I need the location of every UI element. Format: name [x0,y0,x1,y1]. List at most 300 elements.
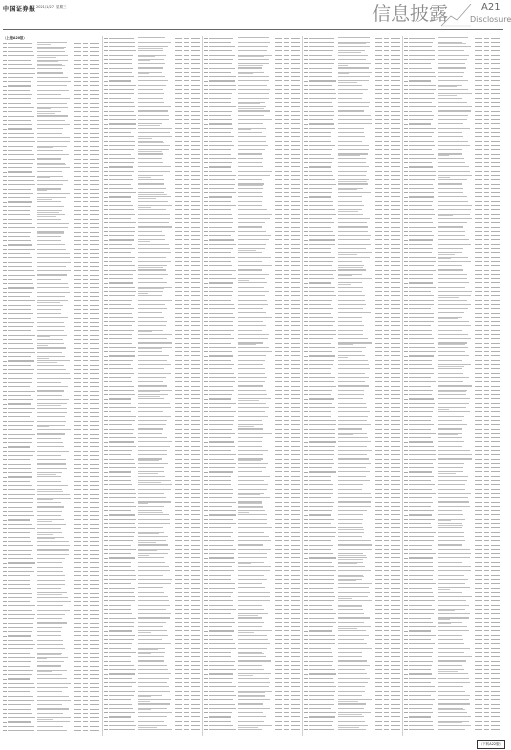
fund-name [309,123,334,124]
fund-name [8,373,33,374]
notice-title [338,489,362,490]
row-number [3,666,7,667]
fund-name [209,386,233,387]
fund-name [209,149,231,150]
notice-date [90,489,99,490]
notice-date [90,292,99,293]
notice-title [338,592,370,593]
notice-type [475,119,482,120]
notice-title [438,188,463,189]
row-number [3,408,7,409]
notice-type [175,214,182,215]
notice-type [175,235,182,236]
fund-name [209,295,232,296]
notice-title [238,446,262,447]
notice-type [74,468,81,469]
notice-title [238,42,270,43]
notice-page [384,416,389,417]
row-number [104,179,108,180]
row-number [304,592,308,593]
fund-name [209,489,233,490]
notice-type [74,51,81,52]
notice-page [184,209,189,210]
notice-date [391,429,400,430]
fund-name [109,394,135,395]
notice-date [391,656,400,657]
row-number [3,670,7,671]
notice-title [37,438,61,439]
notice-page [184,480,189,481]
notice-date [191,557,200,558]
notice-title [238,575,264,576]
notice-date [90,605,99,606]
notice-type [375,476,382,477]
notice-title [338,476,366,477]
fund-name [8,657,35,658]
notice-title [338,695,362,696]
fund-name [8,700,34,701]
row-number [304,717,308,718]
notice-date [191,257,200,258]
notice-date [90,481,99,482]
notice-type [275,386,282,387]
notice-title [338,76,370,77]
notice-title [37,180,68,181]
fund-name [8,356,31,357]
fund-name [309,63,334,64]
notice-date [391,162,400,163]
notice-title [338,171,367,172]
notice-date [191,704,200,705]
fund-name [309,471,336,472]
notice-date [90,287,99,288]
notice-date [291,540,300,541]
notice-page [384,626,389,627]
notice-type [475,115,482,116]
fund-name [209,102,231,103]
row-number [304,317,308,318]
notice-title [138,257,166,258]
notice-page [83,562,88,563]
fund-name [409,154,434,155]
notice-page [384,618,389,619]
notice-page [83,554,88,555]
notice-type [175,270,182,271]
notice-type [375,424,382,425]
notice-page [284,235,289,236]
notice-title [338,201,362,202]
fund-name [309,364,333,365]
fund-name [109,158,135,159]
row-number [104,695,108,696]
row-number [304,265,308,266]
fund-name [309,420,336,421]
notice-type [175,355,182,356]
notice-page [484,196,489,197]
notice-title [37,597,68,598]
notice-type [375,222,382,223]
row-number [304,205,308,206]
row-number [204,643,208,644]
notice-date [291,343,300,344]
notice-page [83,635,88,636]
fund-name [8,425,33,426]
row-number [3,343,7,344]
row-number [204,295,208,296]
notice-page [484,102,489,103]
notice-type [275,691,282,692]
notice-page [83,85,88,86]
notice-title [338,235,371,236]
fund-name [8,283,33,284]
notice-title [238,471,262,472]
notice-title [238,360,265,361]
fund-name [209,338,234,339]
notice-type [375,248,382,249]
fund-name [409,175,436,176]
row-number [204,141,208,142]
fund-name [109,313,132,314]
notice-date [291,553,300,554]
fund-name [209,93,232,94]
notice-date [491,72,500,73]
notice-date [291,441,300,442]
row-number [104,93,108,94]
notice-type [375,257,382,258]
row-number [104,390,108,391]
row-number [3,382,7,383]
notice-title [238,287,264,288]
notice-type [74,365,81,366]
notice-type [275,441,282,442]
notice-type [375,665,382,666]
row-number [304,686,308,687]
notice-date [90,640,99,641]
notice-page [384,669,389,670]
notice-date [191,205,200,206]
notice-page [384,459,389,460]
fund-name [309,214,336,215]
notice-date [291,514,300,515]
notice-date [191,72,200,73]
fund-name [409,201,433,202]
notice-title [338,493,371,494]
notice-date [191,325,200,326]
notice-page [184,386,189,387]
notice-page [184,441,189,442]
fund-name [109,72,132,73]
notice-type [74,524,81,525]
notice-type [275,166,282,167]
row-number [204,115,208,116]
notice-type [275,519,282,520]
notice-page [384,557,389,558]
notice-date [90,275,99,276]
notice-title [238,153,262,154]
fund-name [109,347,136,348]
notice-date [291,716,300,717]
notice-page [83,528,88,529]
row-number [204,506,208,507]
notice-title [238,373,265,374]
row-number [104,261,108,262]
row-number [204,136,208,137]
notice-page [384,562,389,563]
notice-page [384,420,389,421]
notice-type [175,416,182,417]
notice-title [338,411,370,412]
notice-type [275,454,282,455]
notice-type [74,657,81,658]
notice-type [175,50,182,51]
notice-page [384,141,389,142]
notice-title [37,77,68,78]
notice-type [475,136,482,137]
fund-name [309,484,333,485]
row-number [204,704,208,705]
row-number [404,68,408,69]
notice-title [37,726,63,727]
notice-page [284,588,289,589]
column-divider [102,36,103,736]
notice-title [138,583,171,584]
notice-title [138,716,167,717]
notice-title [138,424,166,425]
fund-name [109,570,135,571]
fund-name [109,46,135,47]
notice-type [74,537,81,538]
notice-date [90,618,99,619]
row-number [104,433,108,434]
fund-name [409,128,436,129]
notice-page [284,699,289,700]
row-number [3,730,7,731]
fund-name [309,403,332,404]
fund-name [309,205,333,206]
notice-type [74,446,81,447]
notice-page [284,308,289,309]
notice-title [37,687,68,688]
notice-title [37,588,61,589]
row-number [204,338,208,339]
notice-type [475,154,482,155]
notice-type [175,407,182,408]
fund-name [309,394,331,395]
notice-date [391,708,400,709]
notice-type [375,437,382,438]
fund-name [209,484,231,485]
row-number [3,81,7,82]
notice-type [175,403,182,404]
notice-date [90,580,99,581]
notice-page [384,630,389,631]
notice-date [391,643,400,644]
notice-page [83,343,88,344]
row-number [304,618,308,619]
notice-page [284,136,289,137]
notice-type [275,300,282,301]
notice-date [391,618,400,619]
row-number [204,648,208,649]
notice-date [391,579,400,580]
notice-page [83,700,88,701]
row-number [204,248,208,249]
notice-page [83,150,88,151]
row-number [104,386,108,387]
fund-name [8,618,34,619]
notice-page [184,523,189,524]
notice-page [184,308,189,309]
row-number [204,119,208,120]
row-number [104,472,108,473]
row-number [204,351,208,352]
notice-type [275,304,282,305]
row-number [204,416,208,417]
notice-title [338,381,365,382]
notice-date [491,166,500,167]
notice-date [90,687,99,688]
row-number [304,682,308,683]
notice-page [83,395,88,396]
notice-type [175,600,182,601]
notice-title [138,686,169,687]
notice-type [275,93,282,94]
notice-type [175,682,182,683]
notice-title [238,201,262,202]
fund-name [309,390,332,391]
fund-name [8,189,31,190]
fund-name [109,678,132,679]
notice-date [291,661,300,662]
notice-type [175,721,182,722]
row-number [3,691,7,692]
row-number [104,424,108,425]
notice-page [184,304,189,305]
notice-page [184,661,189,662]
row-number [104,192,108,193]
notice-page [284,373,289,374]
notice-date [90,674,99,675]
notice-type [475,50,482,51]
notice-page [284,102,289,103]
notice-page [184,643,189,644]
notice-date [291,244,300,245]
notice-page [184,669,189,670]
notice-date [391,50,400,51]
row-number [204,89,208,90]
notice-date [191,489,200,490]
notice-date [90,700,99,701]
notice-date [391,364,400,365]
notice-date [291,227,300,228]
notice-type [74,696,81,697]
fund-name [209,613,231,614]
notice-title [138,209,166,210]
notice-page [184,162,189,163]
row-number [3,434,7,435]
notice-page [384,721,389,722]
notice-page [184,55,189,56]
notice-type [175,536,182,537]
fund-name [8,287,34,288]
notice-page [184,467,189,468]
fund-name [309,106,333,107]
notice-date [291,239,300,240]
notice-type [275,527,282,528]
fund-name [409,46,432,47]
notice-date [391,493,400,494]
notice-date [391,231,400,232]
fund-name [309,343,331,344]
notice-page [83,601,88,602]
notice-date [90,683,99,684]
notice-title [138,334,172,335]
notice-title [138,162,163,163]
row-number [204,50,208,51]
notice-date [291,566,300,567]
notice-type [475,102,482,103]
notice-date [391,141,400,142]
notice-type [375,360,382,361]
notice-page [384,549,389,550]
row-number [104,325,108,326]
notice-date [191,149,200,150]
fund-name [209,583,235,584]
notice-page [83,391,88,392]
notice-page [83,717,88,718]
notice-date [391,261,400,262]
notice-page [184,222,189,223]
notice-title [438,128,470,129]
fund-name [109,89,134,90]
row-number [204,476,208,477]
fund-name [109,725,136,726]
notice-page [284,257,289,258]
notice-type [375,111,382,112]
notice-page [284,398,289,399]
fund-name [409,63,431,64]
notice-type [74,421,81,422]
fund-name [209,708,236,709]
notice-type [275,274,282,275]
notice-page [83,481,88,482]
notice-date [391,136,400,137]
notice-page [384,613,389,614]
notice-title [338,321,362,322]
notice-page [284,201,289,202]
notice-title [37,141,70,142]
notice-type [475,218,482,219]
fund-name [309,626,333,627]
fund-name [109,721,134,722]
notice-date [191,579,200,580]
fund-name [109,626,134,627]
notice-title [37,81,71,82]
fund-name [109,716,131,717]
row-number [104,128,108,129]
fund-name [8,532,30,533]
notice-title [37,700,71,701]
notice-page [83,631,88,632]
row-number [204,343,208,344]
notice-type [275,429,282,430]
fund-name [109,304,131,305]
notice-title [438,132,462,133]
notice-type [74,193,81,194]
notice-type [175,665,182,666]
notice-type [375,441,382,442]
notice-title [37,287,69,288]
